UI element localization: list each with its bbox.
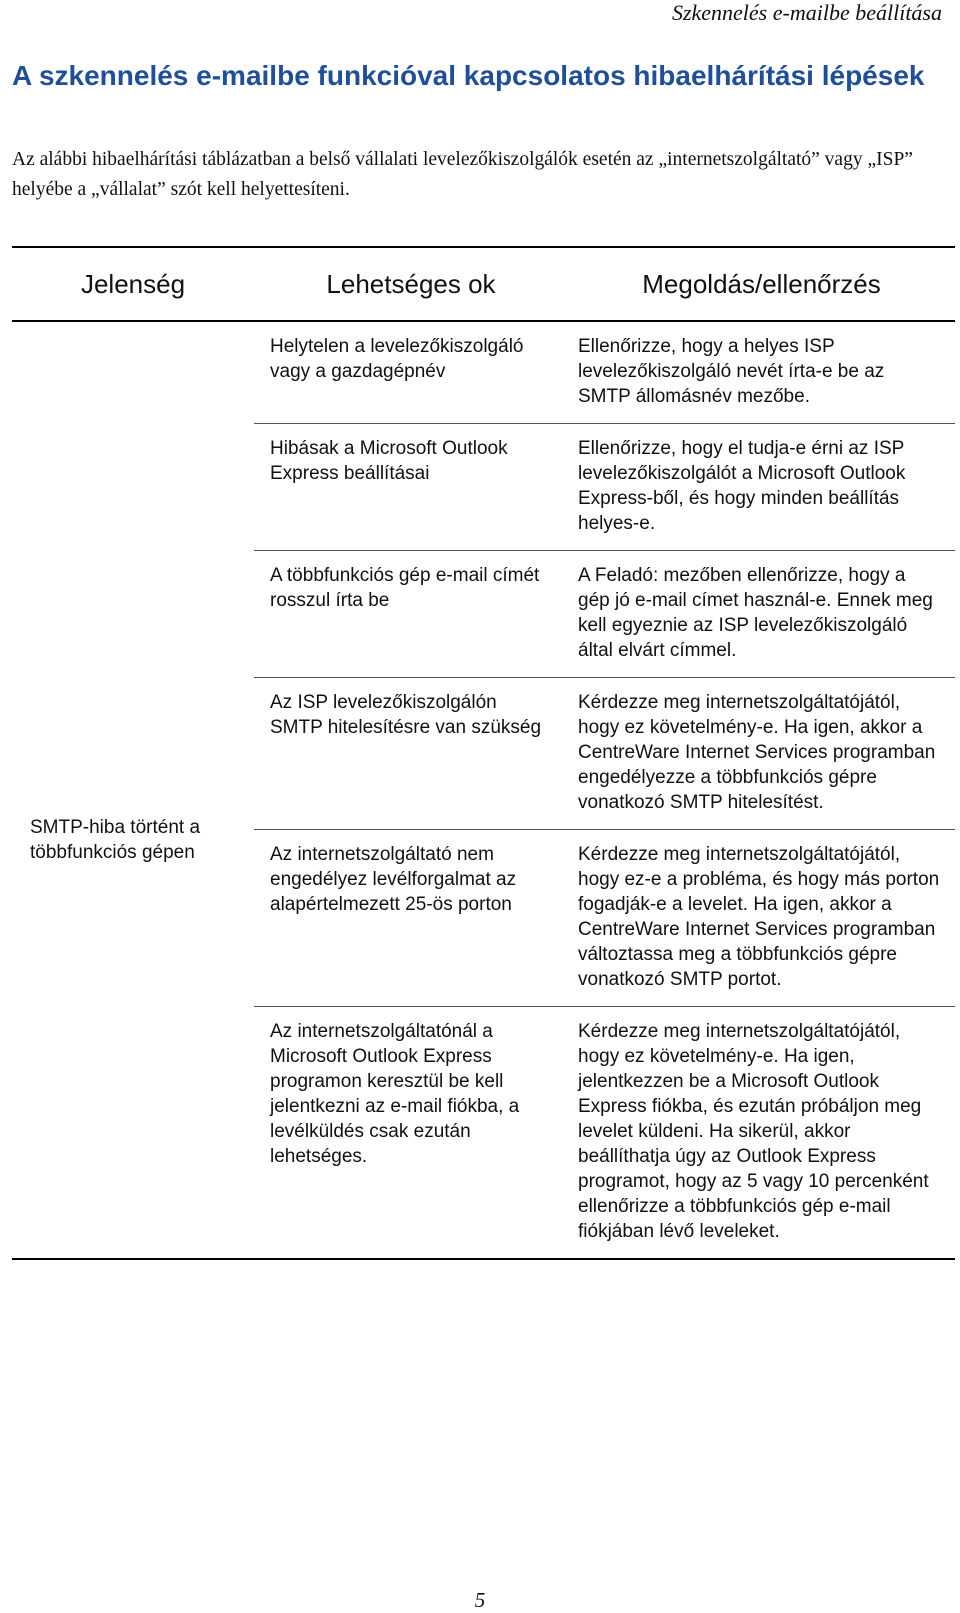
- table-row: [254, 424, 955, 551]
- solution-cell: Ellenőrizze, hogy el tudja-e érni az ISP levelezőkiszolgálót a Microsoft Outlook Express-ből, és hogy minden beállítás helyes-e.: [578, 438, 906, 534]
- table-row: [254, 1007, 955, 1258]
- header-symptom: Jelenség: [80, 268, 186, 299]
- table-row: [254, 678, 955, 830]
- table-row: [254, 322, 955, 424]
- header-possible-cause: Lehetséges ok: [326, 268, 496, 299]
- cause-solution-rows: [254, 322, 955, 1258]
- intro-paragraph: Az alábbi hibaelhárítási táblázatban a belső vállalati levelezőkiszolgálók esetén az „internetszolgáltató” vagy „ISP” helyébe a „vállalat” szót kell helyettesíteni.: [12, 149, 913, 200]
- page-title: A szkennelés e-mailbe funkcióval kapcsolatos hibaelhárítási lépések: [12, 60, 925, 91]
- solution-cell: Kérdezze meg internetszolgáltatójától, hogy ez-e a probléma, és hogy más porton fogadják-e a levelet. Ha igen, akkor a CentreWare Internet Services programban változtassa meg a többfunkciós gépre vonatkozó SMTP portot.: [578, 844, 940, 990]
- solution-cell: Ellenőrizze, hogy a helyes ISP levelezőkiszolgáló nevét írta-e be az SMTP állomásnév mezőbe.: [578, 336, 885, 407]
- cause-cell: Az ISP levelezőkiszolgálón SMTP hitelesítésre van szükség: [270, 692, 542, 738]
- cause-cell: Az internetszolgáltató nem engedélyez levélforgalmat az alapértelmezett 25-ös porton: [270, 844, 517, 915]
- table-header-row: [12, 248, 955, 322]
- cause-cell: A többfunkciós gép e-mail címét rosszul írta be: [270, 565, 540, 611]
- table-body: [12, 322, 955, 1258]
- symptom-cell: [12, 322, 254, 1258]
- cause-cell: Helytelen a levelezőkiszolgáló vagy a gazdagépnév: [270, 336, 524, 382]
- solution-cell: A Feladó: mezőben ellenőrizze, hogy a gép jó e-mail címet használ-e. Ennek meg kell egyeznie az ISP levelezőkiszolgáló által elvárt címmel.: [578, 565, 933, 661]
- solution-cell: Kérdezze meg internetszolgáltatójától, hogy ez követelmény-e. Ha igen, akkor a CentreWare Internet Services programban engedélyezze a többfunkciós gépre vonatkozó SMTP hitelesítést.: [578, 692, 936, 813]
- table-row: [254, 830, 955, 1007]
- cause-cell: Hibásak a Microsoft Outlook Express beállításai: [270, 438, 508, 484]
- page-number: 5: [474, 1588, 486, 1612]
- symptom-text: SMTP-hiba történt a többfunkciós gépen: [30, 817, 201, 863]
- table-row: [254, 551, 955, 678]
- troubleshooting-table: [12, 246, 955, 1260]
- running-header: Szkennelés e-mailbe beállítása: [671, 0, 942, 25]
- header-solution: Megoldás/ellenőrzés: [642, 268, 881, 299]
- cause-cell: Az internetszolgáltatónál a Microsoft Outlook Express programon keresztül be kell jelentkezni az e-mail fiókba, a levélküldés csak ezután lehetséges.: [270, 1021, 520, 1167]
- solution-cell: Kérdezze meg internetszolgáltatójától, hogy ez követelmény-e. Ha igen, jelentkezzen be a Microsoft Outlook Express fiókba, és ezután próbáljon meg levelet küldeni. Ha sikerül, akkor beállíthatja úgy az Outlook Express programot, hogy az 5 vagy 10 percenként ellenőrizze a többfunkciós gép e-mail fiókjában lévő leveleket.: [578, 1021, 929, 1242]
